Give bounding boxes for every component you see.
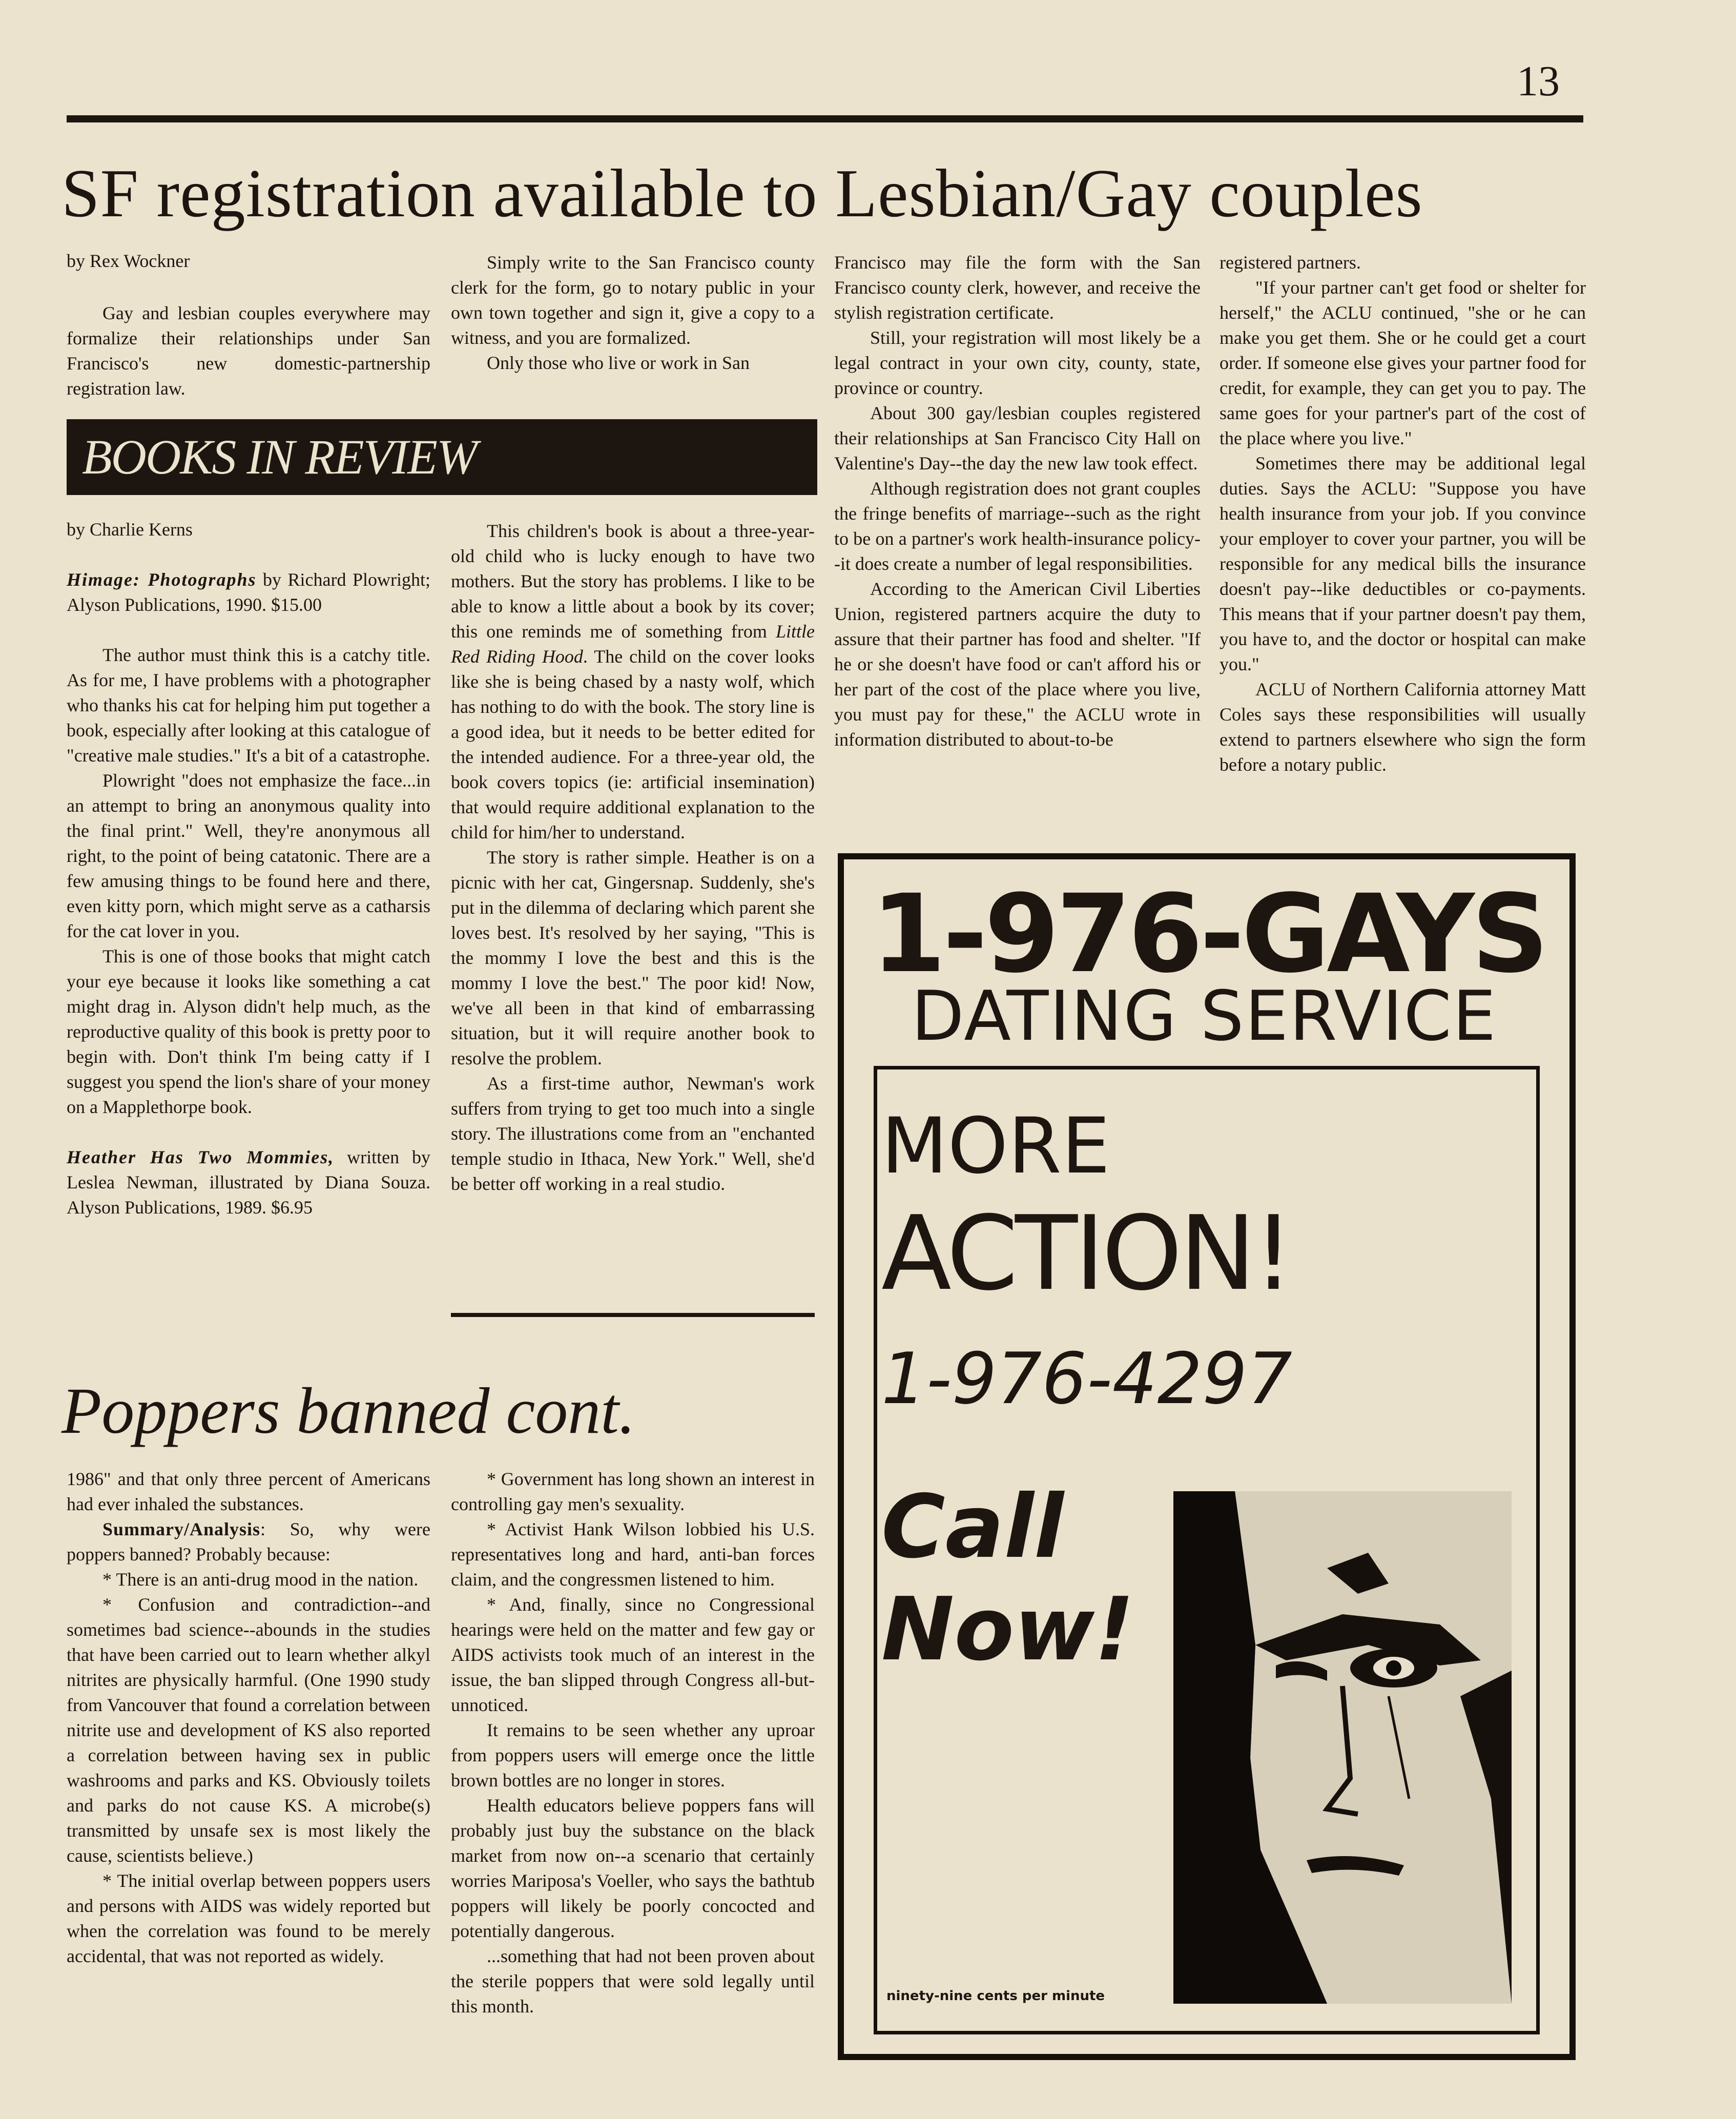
- ad-service: DATING SERVICE: [911, 976, 1497, 1056]
- page-number: 13: [1517, 57, 1560, 105]
- article-column-1: [67, 301, 430, 401]
- paragraph: This is one of those books that might catch your eye because it looks like something a cat might drag in. Alyson didn't help much, as the reproductive quality of this book is pretty poor to begin with. Don't think I'm being catty if I suggest you spend the lion's share of your money on a Mapplethorpe book.: [67, 946, 430, 1117]
- book-title: Himage: Photographs: [67, 569, 257, 590]
- paragraph: * Activist Hank Wilson lobbied his U.S. representatives long and hard, anti-ban forces claim, and the congressmen listened to him.: [451, 1519, 815, 1590]
- poppers-headline: Poppers banned cont.: [61, 1374, 635, 1447]
- books-column-1: [67, 567, 430, 1220]
- book-info: written by Leslea Newman, illustrated by Diana Souza. Alyson Publications, 1989. $6.95: [67, 1147, 430, 1218]
- paragraph: According to the American Civil Liberties Union, registered partners acquire the duty to assure that their partner has food and shelter. "If he or she doesn't have food or can't afford his or her part of the cost of the place where you live, you must pay for these," the ACLU wrote in information distributed to about-to-be: [834, 579, 1201, 750]
- ad-more: MORE: [881, 1102, 1110, 1191]
- book-citation: [67, 567, 430, 618]
- paragraph: * Government has long shown an interest in controlling gay men's sexuality.: [451, 1469, 815, 1514]
- paragraph: Only those who live or work in San: [487, 353, 750, 373]
- paragraph: As a first-time author, Newman's work suffers from trying to get too much into a single story. The illustrations come from an "enchanted temple studio in Ithaca, New York." Well, she'd be better off working in a real studio.: [451, 1073, 815, 1194]
- book-title: Heather Has Two Mommies,: [67, 1147, 335, 1167]
- paragraph: Plowright "does not emphasize the face...in an attempt to bring an anonymous quality into the final print." Well, they're anonymous all right, to the point of being catatonic. There are a few amusing things to be found here and there, even kitty porn, which might serve as a catharsis for the cat lover in you.: [67, 770, 430, 941]
- book-info: by Richard Plowright; Alyson Publications, 1990. $15.00: [67, 569, 430, 615]
- article-column-4: [1220, 250, 1586, 777]
- column-rule: [451, 1313, 815, 1317]
- book-reference: Little Red Riding Hood: [451, 621, 815, 667]
- paragraph: Sometimes there may be additional legal duties. Says the ACLU: "Suppose you have health insurance from your job. If you convince your employer to cover your partner, you will be responsible for any medical bills the insurance doesn't pay--like deductibles or co-payments. This means that if your partner doesn't pay them, you have to, and the doctor or hospital can make you.": [1220, 453, 1586, 674]
- paragraph: Simply write to the San Francisco county clerk for the form, go to notary public in your own town together and sign it, give a copy to a witness, and you are formalized.: [451, 252, 815, 348]
- ad-call-now: Call Now!: [881, 1476, 1134, 1680]
- paragraph: ACLU of Northern California attorney Matt Coles says these responsibilities will usually extend to partners elsewhere who sign the form before a notary public.: [1220, 679, 1586, 775]
- ad-face-photo: [1173, 1491, 1512, 2004]
- paragraph: [67, 1517, 430, 1567]
- article-column-2: [451, 250, 815, 376]
- article-byline: by Rex Wockner: [67, 251, 190, 271]
- paragraph: The author must think this is a catchy title. As for me, I have problems with a photographer who thanks his cat for helping him put together a book, especially after looking at this catalogue of "creative male studies." It's a bit of a catastrophe.: [67, 645, 430, 766]
- books-banner-title: BOOKS IN REVIEW: [82, 429, 477, 484]
- article-column-3: [834, 250, 1201, 752]
- paragraph: Gay and lesbian couples everywhere may formalize their relationships under San Francisco's new domestic-partnership registration law.: [67, 303, 430, 399]
- paragraph: It remains to be seen whether any uproar from poppers users will emerge once the little brown bottles are no longer in stores.: [451, 1720, 815, 1791]
- paragraph: "If your partner can't get food or shelter for herself," the ACLU continued, "she or he can make you get them. She or he could get a court order. If someone else gives your partner food for credit, for example, they can get you to pay. The same goes for your partner's part of the cost of the place where you live.": [1220, 277, 1586, 448]
- paragraph: Although registration does not grant couples the fringe benefits of marriage--such as the right to be on a partner's work health-insurance policy--it does create a number of legal responsibilities.: [834, 478, 1201, 574]
- summary-label: Summary/Analysis: [102, 1519, 261, 1539]
- paragraph: * And, finally, since no Congressional hearings were held on the matter and few gay or AIDS activists took much of an interest in the issue, the ban slipped through Congress all-but-unnoticed.: [451, 1594, 815, 1715]
- paragraph: Francisco may file the form with the San Francisco county clerk, however, and receive the stylish registration certificate.: [834, 252, 1201, 323]
- paragraph: Health educators believe poppers fans will probably just buy the substance on the black market from now on--a scenario that certainly worries Mariposa's Voeller, who says the bathtub poppers will likely be poorly concocted and potentially dangerous.: [451, 1795, 815, 1941]
- paragraph: 1986" and that only three percent of Americans had ever inhaled the substances.: [67, 1469, 430, 1514]
- paragraph: The story is rather simple. Heather is on a picnic with her cat, Gingersnap. Suddenly, she's put in the dilemma of declaring which parent she loves best. It's resolved by her saying, "This is the mommy I love the best and this is the mommy I love the best." The poor kid! Now, we've all been in that kind of embarrassing situation, but it will require another book to resolve the problem.: [451, 847, 815, 1068]
- books-byline: by Charlie Kerns: [67, 519, 193, 540]
- book-citation: [67, 1145, 430, 1220]
- books-column-2: [451, 519, 815, 1197]
- paragraph: ...something that had not been proven about the sterile poppers that were sold legally until this month.: [451, 1946, 815, 2017]
- paragraph: * There is an anti-drug mood in the nation.: [102, 1569, 419, 1590]
- text-run: This children's book is about a three-year-old child who is lucky enough to have two mothers. But the story has problems. I like to be able to know a little about a book by its cover; this one reminds me of something from: [451, 521, 815, 642]
- text-run: . The child on the cover looks like she is being chased by a nasty wolf, which has nothing to do with the book. The story line is a good idea, but it needs to be better edited for the intended audience. For a three-year old, the book covers topics (ie: artificial insemination) that would require additional explanation to the child for him/her to understand.: [451, 646, 815, 842]
- paragraph: About 300 gay/lesbian couples registered their relationships at San Francisco City Hall on Valentine's Day--the day the new law took effect.: [834, 403, 1201, 474]
- ad-action: ACTION!: [881, 1194, 1291, 1313]
- article-headline: SF registration available to Lesbian/Gay couples: [61, 155, 1423, 231]
- paragraph: * Confusion and contradiction--and sometimes bad science--abounds in the studies that have been carried out to learn whether alkyl nitrites are physically harmful. (One 1990 study from Vancouver that found a correlation between nitrite use and development of KS also reported a correlation between having sex in public washrooms and parks and KS. Obviously toilets and parks do not cause KS. A microbe(s) transmitted by unsafe sex is most likely the cause, scientists believe.): [67, 1594, 430, 1866]
- face-illustration: [1173, 1491, 1512, 2004]
- poppers-column-2: [451, 1467, 815, 2019]
- ad-phone-number: 1-976-4297: [881, 1338, 1292, 1420]
- ad-phone-word: 1-976-GAYS: [871, 871, 1546, 997]
- paragraph: * The initial overlap between poppers users and persons with AIDS was widely reported but when the correlation was found to be merely accidental, that was not reported as widely.: [67, 1870, 430, 1966]
- books-banner: [67, 419, 817, 495]
- top-rule: [67, 115, 1583, 122]
- paragraph: [451, 519, 815, 845]
- summary-text: : So, why were poppers banned? Probably because:: [67, 1519, 430, 1565]
- paragraph: registered partners.: [1220, 252, 1361, 273]
- poppers-column-1: [67, 1467, 430, 1969]
- paragraph: Still, your registration will most likely be a legal contract in your own city, county, state, province or country.: [834, 327, 1201, 398]
- ad-fine-print: ninety-nine cents per minute: [886, 1988, 1105, 2004]
